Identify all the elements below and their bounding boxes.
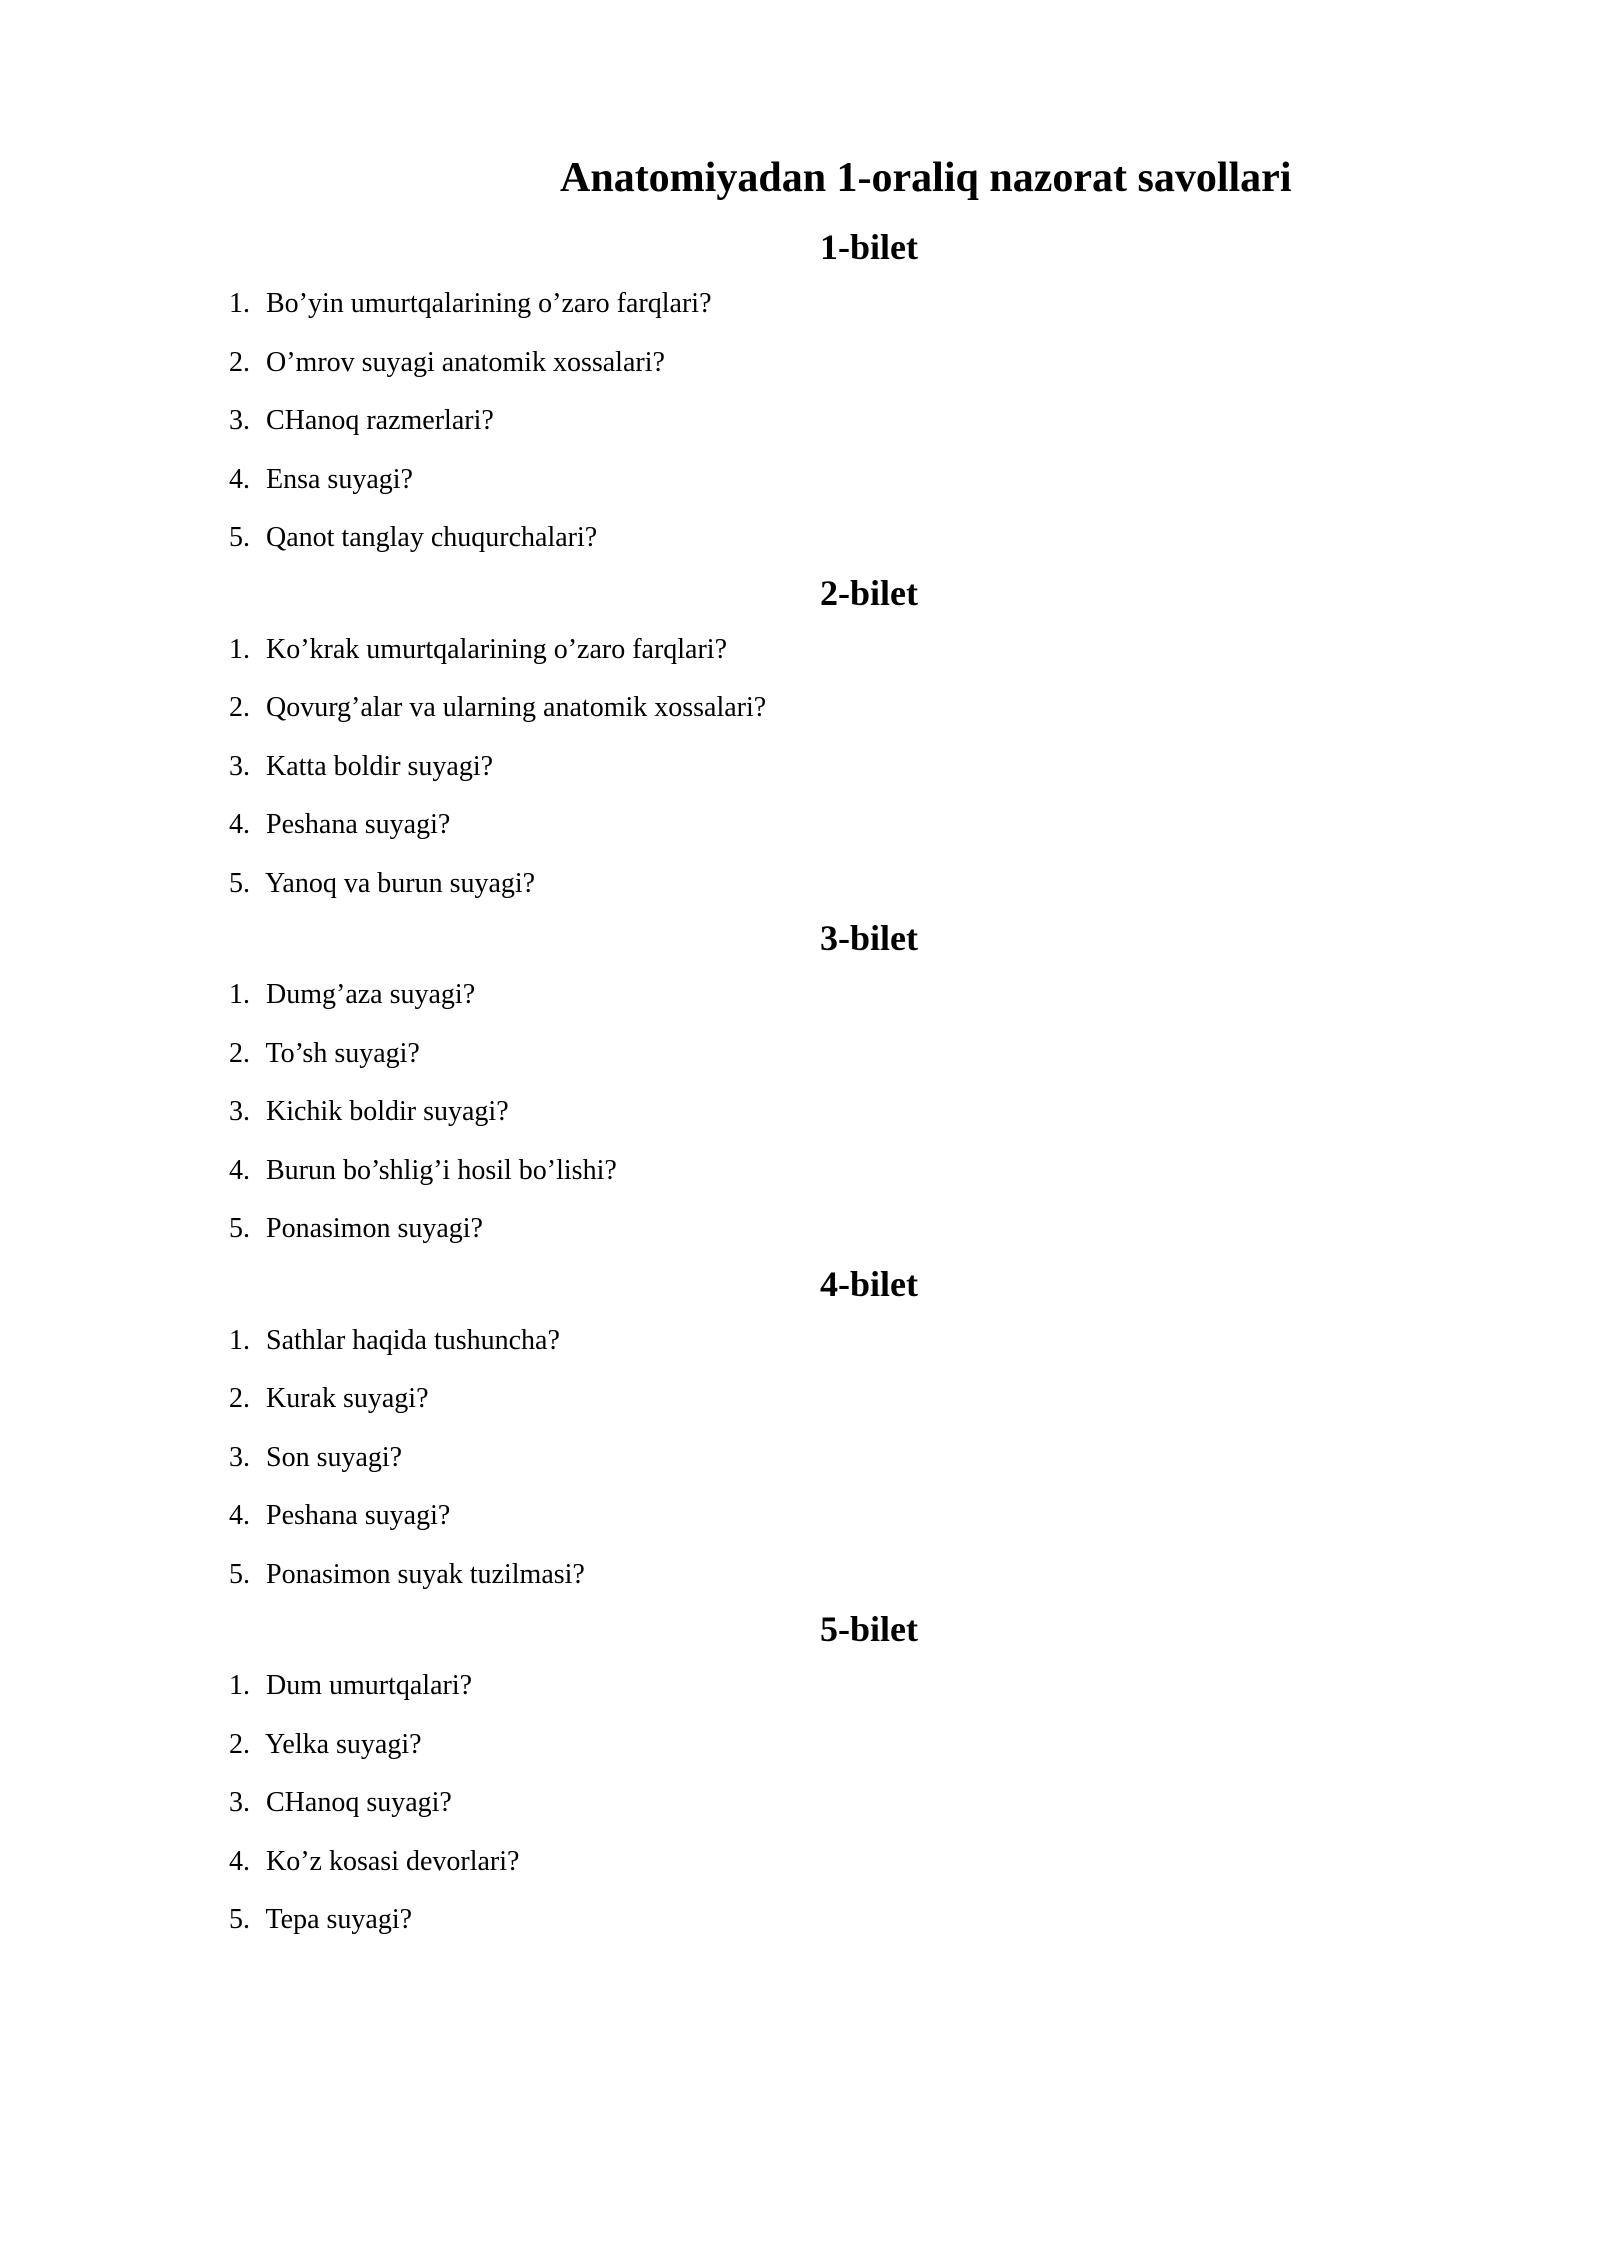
question-number: 2. [229, 1728, 250, 1760]
question-list [229, 966, 1369, 1259]
question-text: Peshana suyagi? [266, 809, 451, 840]
question-text: Tepa suyagi? [265, 1904, 413, 1935]
question-item [229, 1716, 1369, 1775]
question-item [229, 392, 1369, 451]
question-item [229, 275, 1369, 334]
question-list [229, 1657, 1369, 1950]
ticket-3 [229, 913, 1369, 1259]
question-number: 3. [229, 405, 250, 436]
question-number: 2. [229, 346, 250, 378]
question-text: Katta boldir suyagi? [266, 750, 494, 782]
question-item [229, 1370, 1369, 1429]
question-number: 2. [229, 692, 250, 723]
ticket-heading: 3-bilet [820, 918, 918, 958]
question-item [229, 1429, 1369, 1488]
question-number: 2. [229, 1037, 250, 1069]
question-number: 4. [229, 809, 250, 840]
question-item [229, 1200, 1369, 1259]
document-title: Anatomiyadan 1-oraliq nazorat savollari [560, 155, 1292, 201]
question-text: Ko’z kosasi devorlari? [266, 1845, 520, 1877]
question-number: 3. [229, 750, 250, 782]
question-item [229, 1546, 1369, 1605]
question-text: Burun bo’shlig’i hosil bo’lishi? [266, 1154, 617, 1186]
question-text: Son suyagi? [266, 1441, 403, 1473]
question-text: Sathlar haqida tushuncha? [266, 1324, 560, 1356]
question-number: 3. [229, 1787, 250, 1818]
question-item [229, 1774, 1369, 1833]
question-item [229, 1083, 1369, 1142]
question-number: 4. [229, 1845, 250, 1877]
question-number: 5. [229, 522, 250, 553]
question-number: 3. [229, 1441, 250, 1473]
question-text: Ponasimon suyagi? [266, 1213, 483, 1244]
ticket-2 [229, 568, 1369, 914]
question-item [229, 621, 1369, 680]
question-number: 1. [229, 1670, 250, 1701]
question-number: 5. [229, 867, 250, 899]
question-number: 5. [229, 1904, 250, 1935]
question-item [229, 855, 1369, 914]
question-number: 4. [229, 1500, 250, 1531]
question-item [229, 334, 1369, 393]
question-item [229, 509, 1369, 568]
ticket-5 [229, 1604, 1369, 1950]
question-text: Kurak suyagi? [266, 1383, 429, 1414]
question-text: Dum umurtqalari? [266, 1670, 473, 1701]
ticket-heading: 1-bilet [820, 227, 918, 267]
question-number: 4. [229, 1154, 250, 1186]
question-number: 5. [229, 1558, 250, 1590]
question-number: 2. [229, 1383, 250, 1414]
question-text: Dumg’aza suyagi? [266, 979, 476, 1010]
question-list [229, 1312, 1369, 1605]
question-text: O’mrov suyagi anatomik xossalari? [266, 346, 665, 378]
question-number: 4. [229, 463, 250, 495]
question-text: CHanoq suyagi? [266, 1787, 452, 1818]
question-item [229, 451, 1369, 510]
question-item [229, 1312, 1369, 1371]
question-item [229, 1833, 1369, 1892]
question-item [229, 966, 1369, 1025]
question-text: Peshana suyagi? [266, 1500, 451, 1531]
question-text: Bo’yin umurtqalarining o’zaro farqlari? [266, 288, 712, 319]
question-item [229, 796, 1369, 855]
question-item [229, 1891, 1369, 1950]
question-number: 1. [229, 633, 250, 665]
question-item [229, 1142, 1369, 1201]
ticket-4 [229, 1259, 1369, 1605]
question-item [229, 1657, 1369, 1716]
question-number: 5. [229, 1213, 250, 1244]
question-list [229, 275, 1369, 568]
question-text: Ensa suyagi? [266, 463, 413, 495]
question-number: 1. [229, 1324, 250, 1356]
question-item [229, 1487, 1369, 1546]
ticket-heading: 2-bilet [820, 572, 918, 613]
ticket-1 [229, 222, 1369, 568]
ticket-heading: 5-bilet [820, 1609, 918, 1649]
question-number: 1. [229, 288, 250, 319]
question-item [229, 1025, 1369, 1084]
question-text: To’sh suyagi? [265, 1037, 420, 1069]
question-text: CHanoq razmerlari? [266, 405, 494, 436]
question-text: Kichik boldir suyagi? [266, 1096, 509, 1127]
question-text: Yanoq va burun suyagi? [264, 867, 536, 899]
question-text: Ko’krak umurtqalarining o’zaro farqlari? [266, 633, 728, 665]
question-number: 3. [229, 1096, 250, 1127]
question-number: 1. [229, 979, 250, 1010]
question-text: Qovurg’alar va ularning anatomik xossalari? [266, 692, 767, 723]
question-text: Ponasimon suyak tuzilmasi? [266, 1558, 585, 1590]
question-text: Qanot tanglay chuqurchalari? [266, 522, 598, 553]
ticket-heading: 4-bilet [820, 1263, 918, 1304]
ticket-list [229, 222, 1369, 1950]
question-text: Yelka suyagi? [264, 1728, 422, 1760]
question-item [229, 738, 1369, 797]
question-list [229, 621, 1369, 914]
question-item [229, 679, 1369, 738]
